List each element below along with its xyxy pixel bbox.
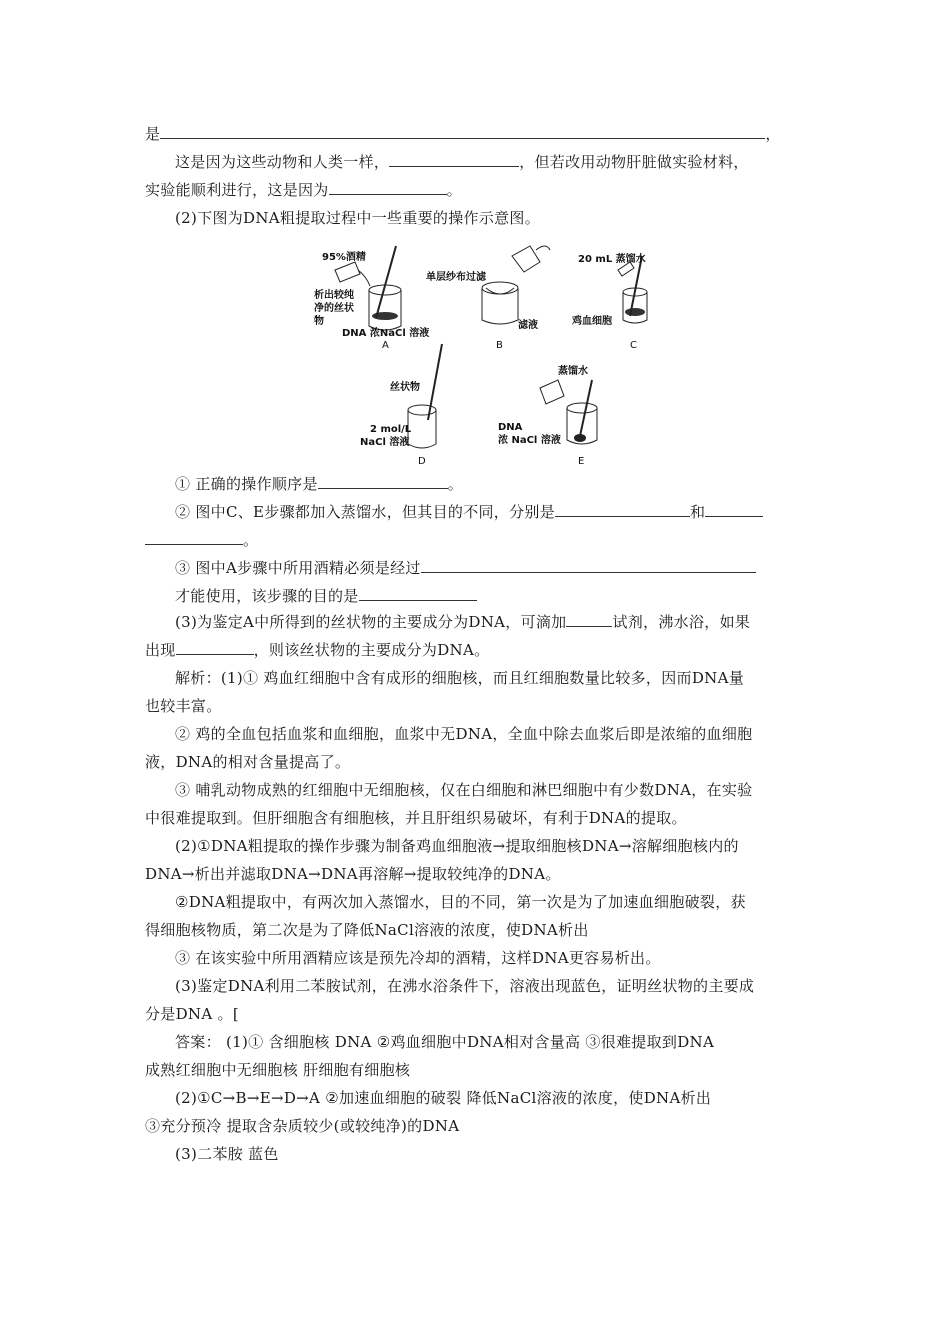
analysis-line: 中很难提取到。但肝细胞含有细胞核，并且肝组织易破坏，有利于DNA的提取。	[145, 809, 687, 827]
label-a-side: 净的丝状	[314, 303, 354, 314]
label-e-side: 浓 NaCl 溶液	[498, 435, 561, 446]
line-2	[175, 152, 810, 172]
analysis-line: (2)①DNA粗提取的操作步骤为制备鸡血细胞液→提取细胞核DNA→溶解细胞核内的	[175, 837, 739, 855]
analysis-line: DNA→析出并滤取DNA→DNA再溶解→提取较纯净的DNA。	[145, 865, 561, 883]
analysis-line: ③ 在该实验中所用酒精应该是预先冷却的酒精，这样DNA更容易析出。	[175, 949, 661, 967]
line-1	[145, 124, 810, 144]
text: 和	[690, 503, 706, 521]
answer-blank[interactable]	[318, 474, 448, 489]
text: 。	[243, 531, 259, 549]
answer-blank[interactable]	[359, 586, 477, 601]
text: ③ 图中A步骤中所用酒精必须是经过	[175, 559, 421, 577]
text: ② 图中C、E步骤都加入蒸馏水，但其目的不同，分别是	[175, 503, 555, 521]
answer-blank[interactable]	[705, 502, 763, 517]
analysis-line: 分是DNA 。[	[145, 1005, 240, 1023]
line-3	[145, 180, 810, 200]
text: (2)下图为DNA粗提取过程中一些重要的操作示意图。	[175, 209, 541, 227]
answer-blank[interactable]	[421, 558, 756, 573]
text: 是	[145, 125, 161, 143]
label-d-side: NaCl 溶液	[360, 437, 410, 448]
analysis-line: 得细胞核物质，第二次是为了降低NaCl溶液的浓度，使DNA析出	[145, 921, 589, 939]
label-c-side: 鸡血细胞	[572, 316, 612, 327]
analysis-line: 解析：(1)① 鸡血红细胞中含有成形的细胞核，而且红细胞数量比较多，因而DNA量	[175, 669, 745, 687]
text: 出现	[145, 641, 176, 659]
answer-blank[interactable]	[145, 530, 243, 545]
line-4	[175, 208, 810, 228]
answer-line: (3)二苯胺 蓝色	[175, 1145, 279, 1163]
beaker-c	[618, 256, 647, 323]
label-a-side: 物	[314, 316, 324, 327]
text: ，	[765, 125, 781, 143]
text: 才能使用，该步骤的目的是	[175, 587, 359, 605]
answer-blank[interactable]	[160, 124, 765, 139]
label-a-alcohol: 95%酒精	[322, 252, 366, 263]
question-3	[175, 558, 810, 578]
label-d-side: 2 mol/L	[370, 424, 412, 435]
answer-blank[interactable]	[555, 502, 690, 517]
question-4-cont	[145, 640, 810, 660]
text: ，则该丝状物的主要成分为DNA。	[253, 641, 490, 659]
label-a-bottom: DNA 浓NaCl 溶液	[342, 328, 430, 339]
dna-extraction-diagram	[300, 240, 660, 470]
answer-line: 答案： (1)① 含细胞核 DNA ②鸡血细胞中DNA相对含量高 ③很难提取到DNA	[175, 1033, 715, 1051]
beaker-b	[482, 246, 550, 324]
text: ① 正确的操作顺序是	[175, 475, 318, 493]
label-c-top: 20 mL 蒸馏水	[578, 254, 646, 265]
text: 实验能顺利进行，这是因为	[145, 181, 329, 199]
analysis-line: (3)鉴定DNA利用二苯胺试剂，在沸水浴条件下，溶液出现蓝色，证明丝状物的主要成	[175, 977, 755, 995]
answer-blank[interactable]	[176, 640, 254, 655]
label-d-letter: D	[418, 456, 426, 467]
label-e-side: DNA	[498, 422, 523, 433]
answer-line: (2)①C→B→E→D→A ②加速血细胞的破裂 降低NaCl溶液的浓度，使DNA析出	[175, 1089, 712, 1107]
question-2	[175, 502, 810, 522]
question-2-cont	[145, 530, 810, 550]
label-b-top: 单层纱布过滤	[426, 272, 486, 283]
answer-blank[interactable]	[329, 180, 447, 195]
answer-line: 成熟红细胞中无细胞核 肝细胞有细胞核	[145, 1061, 411, 1079]
label-a-side: 析出较纯	[314, 290, 354, 301]
text: 这是因为这些动物和人类一样，	[175, 153, 390, 171]
beaker-d	[408, 344, 442, 448]
analysis-line: ②DNA粗提取中，有两次加入蒸馏水，目的不同，第一次是为了加速血细胞破裂，获	[175, 893, 746, 911]
answer-blank[interactable]	[566, 612, 612, 627]
analysis-line: ② 鸡的全血包括血浆和血细胞，血浆中无DNA，全血中除去血浆后即是浓缩的血细胞	[175, 725, 753, 743]
text: 。	[447, 475, 464, 493]
label-c-letter: C	[630, 340, 637, 351]
label-b-letter: B	[496, 340, 503, 351]
label-e-top: 蒸馏水	[558, 366, 588, 377]
text: (3)为鉴定A中所得到的丝状物的主要成分为DNA，可滴加	[175, 613, 567, 631]
label-d-top: 丝状物	[390, 382, 420, 393]
text: ，但若改用动物肝脏做实验材料，	[519, 153, 749, 171]
analysis-line: 也较丰富。	[145, 697, 222, 715]
analysis-line: ③ 哺乳动物成熟的红细胞中无细胞核，仅在白细胞和淋巴细胞中有少数DNA，在实验	[175, 781, 753, 799]
question-1	[175, 474, 810, 494]
analysis-line: 液，DNA的相对含量提高了。	[145, 753, 351, 771]
answer-line: ③充分预冷 提取含杂质较少(或较纯净)的DNA	[145, 1117, 460, 1135]
label-e-letter: E	[578, 456, 585, 467]
label-a-letter: A	[382, 340, 389, 351]
question-3-cont	[175, 586, 810, 606]
text: 试剂，沸水浴，如果	[612, 613, 751, 631]
text: 。	[446, 181, 462, 199]
question-4	[175, 612, 810, 632]
answer-blank[interactable]	[389, 152, 519, 167]
label-b-side: 滤液	[518, 320, 538, 331]
